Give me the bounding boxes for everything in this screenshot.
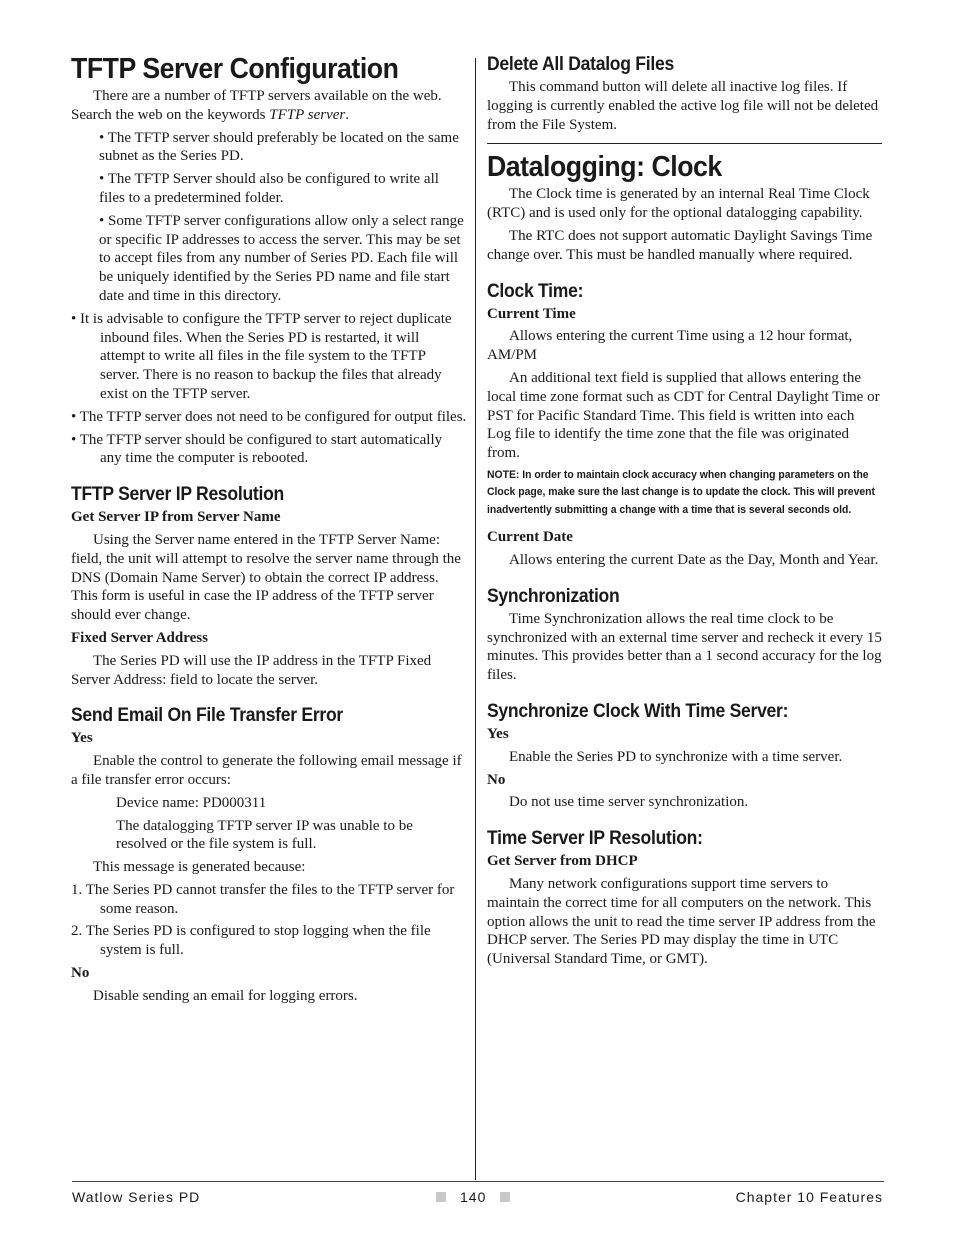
section-divider: [487, 143, 882, 144]
tftp-bullet: • The TFTP Server should also be configured to write all files to a predetermined folder.: [99, 171, 439, 206]
email-message: The datalogging TFTP server IP was unable to be resolved or the file system is full.: [116, 817, 413, 853]
subheading-yes: Yes: [487, 725, 509, 742]
paragraph: Using the Server name entered in the TFTP Server Name: field, the unit will attempt to resolve the server name through the DNS (Domain Name Server) to obtain the correct IP address. This form is useful in case the IP address of the TFTP server should ever change.: [71, 531, 461, 624]
square-icon: [436, 1192, 446, 1202]
email-device-name: Device name: PD000311: [116, 794, 267, 811]
paragraph: Time Synchronization allows the real time clock to be synchronized with an external time server and recheck it every 15 minutes. This provides better than a 1 second accuracy for the log files.: [487, 610, 882, 684]
tftp-bullet: • The TFTP server does not need to be configured for output files.: [71, 408, 467, 425]
list-item: 2. The Series PD is configured to stop logging when the file system is full.: [71, 923, 431, 959]
section-title-clock: Datalogging: Clock: [487, 151, 722, 184]
right-column: [487, 52, 882, 973]
subheading-current-date: Current Date: [487, 529, 573, 546]
subheading-dhcp: Get Server from DHCP: [487, 853, 638, 870]
paragraph: The RTC does not support automatic Daylight Savings Time change over. This must be handled manually where required.: [487, 227, 873, 263]
tftp-intro: There are a number of TFTP servers available on the web. Search the web on the keywords TFTP server.: [71, 88, 442, 123]
paragraph: Enable the control to generate the following email message if a file transfer error occurs:: [71, 753, 462, 788]
tftp-bullet: • The TFTP server should preferably be located on the same subnet as the Series PD.: [99, 129, 459, 165]
heading-synchronization: Synchronization: [487, 584, 620, 607]
paragraph: This message is generated because:: [93, 859, 306, 876]
paragraph: The Clock time is generated by an internal Real Time Clock (RTC) and is used only for the optional datalogging capability.: [487, 186, 870, 222]
paragraph: Allows entering the current Time using a 12 hour format, AM/PM: [487, 328, 853, 364]
page-footer: [72, 1189, 883, 1209]
subheading-fixed-address: Fixed Server Address: [71, 629, 208, 646]
subheading-no: No: [71, 965, 90, 982]
heading-time-server-ip: Time Server IP Resolution:: [487, 827, 703, 850]
note: NOTE: In order to maintain clock accuracy when changing parameters on the Clock page, make sure the last change is to update the clock. This will prevent inadvertently submitting a change with a time that is several seconds old.: [487, 468, 875, 516]
square-icon: [500, 1192, 510, 1202]
paragraph: Allows entering the current Date as the Day, Month and Year.: [509, 551, 879, 568]
footer-rule: [72, 1181, 884, 1182]
tftp-bullet: • It is advisable to configure the TFTP server to reject duplicate inbound files. When the Series PD is restarted, it will attempt to write all files in the file system to the TFTP server. There is no reason to backup the files that already exist on the TFTP server.: [71, 310, 452, 402]
paragraph: Disable sending an email for logging errors.: [93, 987, 358, 1004]
subheading-no: No: [487, 771, 506, 788]
footer-product: Watlow Series PD: [72, 1189, 201, 1205]
page-number: 140: [460, 1189, 487, 1205]
heading-delete-datalog: Delete All Datalog Files: [487, 53, 674, 75]
paragraph: Do not use time server synchronization.: [509, 794, 749, 811]
heading-tftp-ip-resolution: TFTP Server IP Resolution: [71, 483, 285, 506]
heading-send-email: Send Email On File Transfer Error: [71, 704, 343, 727]
column-divider: [475, 58, 476, 1180]
paragraph: This command button will delete all inactive log files. If logging is currently enabled the active log file will not be deleted from the File System.: [487, 79, 879, 133]
heading-sync-clock: Synchronize Clock With Time Server:: [487, 699, 789, 722]
left-column: [71, 52, 467, 1010]
section-title-tftp: TFTP Server Configuration: [71, 53, 399, 85]
footer-chapter: Chapter 10 Features: [735, 1189, 883, 1205]
paragraph: The Series PD will use the IP address in the TFTP Fixed Server Address: field to locate the server.: [71, 652, 432, 688]
heading-clock-time: Clock Time:: [487, 279, 584, 302]
paragraph: An additional text field is supplied that allows entering the local time zone format such as CDT for Central Daylight Time or PST for Pacific Standard Time. This field is written into each Log file to identify the time zone that the file was originated from.: [487, 369, 880, 462]
paragraph: Enable the Series PD to synchronize with a time server.: [509, 748, 843, 765]
subheading-yes: Yes: [71, 730, 93, 747]
page-number-block: [436, 1189, 510, 1205]
tftp-bullet: • The TFTP server should be configured to start automatically any time the computer is rebooted.: [71, 431, 443, 467]
tftp-bullet: • Some TFTP server configurations allow only a select range or specific IP addresses to access the server. This may be set to accept files from any number of Series PD. Each file will be uniquely identified by the Series PD name and file start date and time in this directory.: [99, 212, 464, 304]
subheading-server-name: Get Server IP from Server Name: [71, 509, 281, 526]
subheading-current-time: Current Time: [487, 305, 576, 322]
paragraph: Many network configurations support time servers to maintain the correct time for all computers on the network. This option allows the unit to read the time server IP address from the DHCP server. The Series PD may display the time in UTC (Universal Standard Time, or GMT).: [487, 875, 876, 968]
list-item: 1. The Series PD cannot transfer the files to the TFTP server for some reason.: [71, 881, 455, 917]
